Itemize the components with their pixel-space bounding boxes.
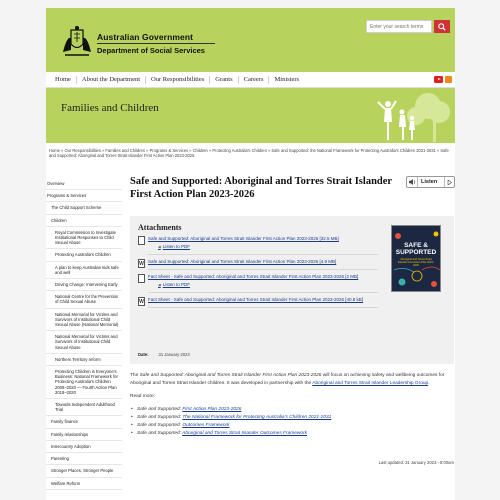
sidebar-item[interactable]: Royal Commission to Investigate Institutional Responses to Child Sexual Abuse (46, 227, 122, 250)
listen-to-pdf-link[interactable]: ◀ Listen to PDF (158, 282, 383, 288)
read-more-link[interactable]: Outcomes Framework (182, 423, 230, 428)
listen-label: Listen (421, 179, 438, 185)
sidebar-item[interactable]: Northern Territory reform (46, 354, 122, 366)
cover-title: SAFE & SUPPORTED (395, 242, 437, 256)
date-value: 31 January 2023 (158, 352, 190, 357)
sidebar-item[interactable]: Parenting (46, 453, 122, 465)
social-links (434, 76, 452, 83)
sidebar-item[interactable]: Intercountry Adoption (46, 441, 122, 453)
read-more-item (130, 430, 454, 438)
nav-home[interactable]: Home (50, 76, 77, 84)
sidebar-item[interactable]: National Memorial for Victims and Survivors of Institutional Child Sexual Abuse (National Memorial) (46, 309, 122, 332)
page (46, 8, 455, 500)
sidebar-item[interactable]: Stronger Places, Stronger People (46, 465, 122, 477)
document-cover-thumbnail[interactable] (391, 225, 441, 292)
attachment-link[interactable]: Fact Sheet - Safe and Supported: Aboriginal and Torres Strait Islander First Action Plan 2023-2026 [2 MB] (148, 274, 359, 279)
family-silhouette-icon (376, 92, 454, 142)
read-more-prefix: Safe and Supported: (137, 415, 183, 420)
site-header (46, 8, 455, 72)
read-more-prefix: Safe and Supported: (137, 423, 183, 428)
sidebar-item[interactable]: National Centre for the Prevention of Child Sexual Abuse (46, 291, 122, 308)
cover-subtitle: Aboriginal and Torres Strait Islander First Action Plan 2023–2026 (397, 258, 435, 267)
rss-icon[interactable] (445, 76, 452, 83)
date-label: Date: (138, 352, 149, 357)
main-content (130, 176, 454, 465)
sidebar-navigation (46, 178, 122, 490)
read-more-list (130, 406, 454, 438)
divider (148, 307, 378, 308)
play-icon (444, 177, 454, 187)
sidebar-item[interactable]: Protecting Children is Everyone's Business: National Framework for Protecting Australia's Children 2009–2020 — Fourth Action Plan 2018–2020 (46, 366, 122, 399)
sidebar-item[interactable]: Family relationships (46, 429, 122, 441)
last-updated: Last updated: 31 January 2023 - 8:00am (378, 460, 454, 465)
divider (148, 292, 378, 293)
sidebar-item[interactable]: Children (46, 215, 122, 227)
section-title: Families and Children (61, 102, 159, 114)
org-name-line2: Department of Social Services (97, 46, 205, 55)
org-name-line1: Australian Government (97, 32, 194, 42)
attachment-item (138, 297, 446, 308)
read-more-prefix: Safe and Supported: (137, 407, 183, 412)
read-more-prefix: Safe and Supported: (137, 431, 183, 436)
word-file-icon: W (139, 261, 144, 267)
attachments-heading: Attachments (138, 223, 182, 232)
attachments-panel (130, 216, 454, 364)
sidebar-item[interactable]: National Memorial for Victims and Survivors of Institutional Child Sexual Abuse (46, 331, 122, 354)
read-more-link[interactable]: Aboriginal and Torres Strait Islander Outcomes Framework (182, 431, 308, 436)
read-more-label: Read more: (130, 394, 156, 399)
attachment-link[interactable]: Safe and Supported: Aboriginal and Torres Strait Islander First Action Plan 2023-2026 [4.9 MB] (148, 259, 337, 264)
sidebar-item[interactable]: Driving Change: Intervening Early (46, 279, 122, 291)
nav-grants[interactable]: Grants (210, 76, 238, 84)
main-navigation (46, 72, 455, 88)
coat-of-arms-icon (59, 24, 95, 60)
sidebar-item[interactable]: Protecting Australia's Children (46, 249, 122, 261)
page-title: Safe and Supported: Aboriginal and Torres Strait Islander First Action Plan 2023-2026 (130, 176, 392, 200)
intro-paragraph (130, 372, 454, 388)
search-input[interactable] (366, 20, 432, 33)
read-more-link[interactable]: The National Framework for Protecting Australia's Children 2021-2031 (182, 415, 332, 420)
read-more-item (130, 414, 454, 422)
nav-about[interactable]: About the Department (77, 76, 146, 84)
sidebar-item[interactable]: A plan to keep Australian kids safe and well (46, 262, 122, 279)
pdf-file-icon (138, 236, 145, 245)
attachment-link[interactable]: Fact Sheet - Safe and Supported: Aboriginal and Torres Strait Islander First Action Plan 2023-2026 [40.8 kB] (148, 297, 364, 302)
nav-ministers[interactable]: Ministers (274, 75, 300, 83)
sidebar-item[interactable]: Family finance (46, 416, 122, 428)
youtube-icon[interactable] (434, 76, 443, 83)
listen-to-pdf-link[interactable]: ◀ Listen to PDF (158, 244, 383, 250)
search-button[interactable] (434, 20, 450, 33)
intro-text-end: . (428, 381, 430, 386)
publish-date (138, 352, 190, 357)
speaker-icon (407, 177, 418, 187)
listen-button[interactable] (406, 176, 455, 188)
section-banner (46, 88, 455, 143)
nav-careers[interactable]: Careers (239, 76, 270, 84)
divider (148, 254, 378, 255)
sidebar-item[interactable]: Programs & Services (46, 190, 122, 202)
sidebar-item[interactable]: Towards Independent Adulthood Trial (46, 399, 122, 416)
word-file-icon: W (139, 299, 144, 305)
read-more-item (130, 406, 454, 414)
attachment-link[interactable]: Safe and Supported: Aboriginal and Torres Strait Islander First Action Plan 2023-2026 [32.5 MB] (148, 236, 339, 241)
leadership-group-link[interactable]: Aboriginal and Torres Strait Islander Leadership Group (312, 381, 429, 386)
intro-plan-name: Safe and Supported: Aboriginal and Torres Strait Islander First Action Plan 2023-2026 (139, 373, 322, 378)
nav-responsibilities[interactable]: Our Responsibilities (146, 76, 210, 84)
body-text (130, 372, 454, 438)
read-more-item (130, 422, 454, 430)
sidebar-item[interactable]: Welfare Reform (46, 478, 122, 490)
sidebar-item[interactable]: The Child Support Scheme (46, 202, 122, 214)
pdf-file-icon (138, 274, 145, 283)
government-logo[interactable] (59, 24, 219, 60)
search-icon (438, 23, 446, 31)
intro-text-continued: will focus on achieving safety and wellbeing outcomes for Aboriginal and Torres Strait Islander children. It was developed in partnership with the (130, 373, 445, 386)
read-more-link[interactable]: First Action Plan 2023-2026 (182, 407, 242, 412)
sidebar-item[interactable]: Overview (46, 178, 122, 190)
breadcrumb[interactable]: Home » Our Responsibilities » Families and Children » Programs & Services » Children » Protecting Australia's Children » Safe and Supported: the National Framework for Protecting Australia's Children 2021-2031 » Safe and Supported: Aboriginal and Torres Strait Islander First Action Plan 2023-2026 (49, 148, 449, 159)
divider (148, 269, 378, 270)
logo-divider (97, 43, 215, 44)
intro-text: The (130, 373, 140, 378)
